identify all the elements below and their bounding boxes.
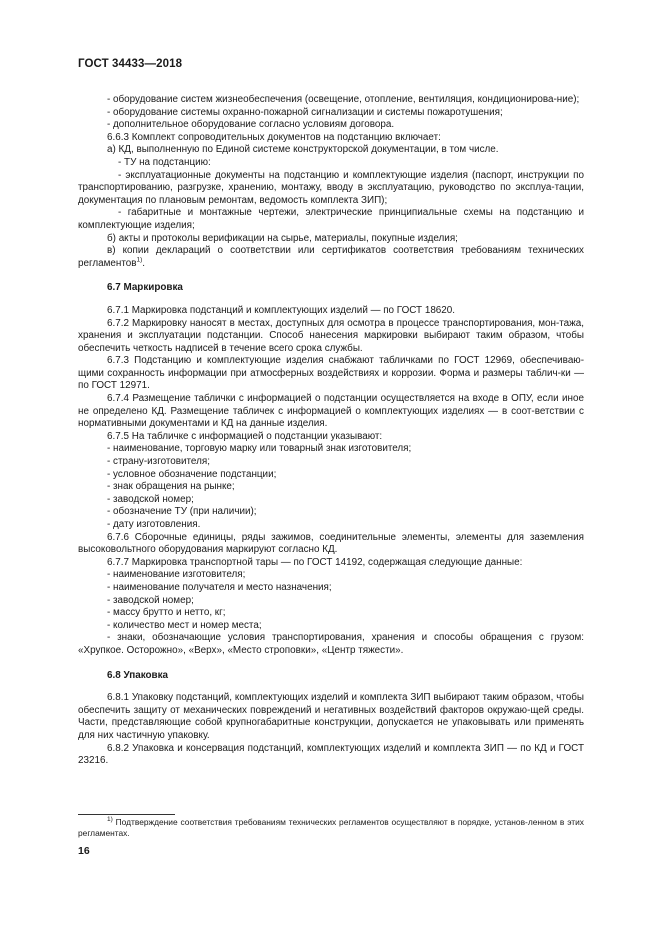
paragraph-text: 6.8.2 Упаковка и консервация подстанций, комплектующих изделий и комплекта ЗИП — по КД и ГОСТ 23216.: [78, 742, 584, 767]
body-text: [78, 94, 584, 768]
paragraph: [78, 107, 584, 120]
paragraph-text: - страну-изготовителя;: [107, 456, 210, 468]
paragraph: [78, 305, 584, 318]
paragraph: [78, 157, 584, 170]
section-heading: [78, 670, 584, 683]
paragraph-text: - оборудование систем жизнеобеспечения (освещение, отопление, вентиляция, кондиционирова-ние);: [107, 94, 580, 105]
paragraph-tail: .: [142, 257, 146, 269]
paragraph: [78, 506, 584, 519]
paragraph: [78, 607, 584, 620]
paragraph: [78, 170, 584, 208]
paragraph-text: - количество мест и номер места;: [107, 619, 262, 631]
footnote-text: [78, 817, 584, 839]
paragraph: [78, 456, 584, 469]
paragraph: [78, 233, 584, 246]
paragraph-text: б) акты и протоколы верификации на сырье, материалы, покупные изделия;: [107, 232, 458, 244]
paragraph-text: - заводской номер;: [107, 594, 194, 606]
paragraph: [78, 94, 584, 107]
paragraph: [78, 469, 584, 482]
paragraph: [78, 393, 584, 431]
paragraph: [78, 569, 584, 582]
paragraph: [78, 519, 584, 532]
paragraph: [78, 431, 584, 444]
paragraph-text: 6.8.1 Упаковку подстанций, комплектующих изделий и комплекта ЗИП выбирают таким образом, чтобы обеспечить защиту от механических повреждений и негативных воздействий факторов окружаю-щей среды. Части, представляющие собой крупногабаритные конструкции, допускается не упаковывать или применять для них частичную упаковку.: [78, 692, 584, 741]
paragraph-text: 6.7.4 Размещение таблички с информацией о подстанции осуществляется на входе в ОПУ, если иное не определено КД. Размещение табличек с информацией о комплектующих изделиях — в соот-ветствии с нормативными документами и КД на данные изделия.: [78, 393, 584, 430]
page-number: 16: [78, 845, 90, 857]
paragraph-text: - обозначение ТУ (при наличии);: [107, 506, 257, 518]
footnote-reference: 1): [136, 256, 143, 264]
paragraph: [78, 207, 584, 232]
paragraph-text: 6.7.3 Подстанцию и комплектующие изделия снабжают табличками по ГОСТ 12969, обеспечиваю-щими сохранность информации при атмосферных воздействиях и коррозии. Форма и размеры таблич-ки — по ГОСТ 12971.: [78, 355, 584, 392]
paragraph-text: 6.7.6 Сборочные единицы, ряды зажимов, соединительные элементы, элементы для заземления высоковольтного оборудования маркируют согласно КД.: [78, 531, 584, 556]
paragraph: [78, 144, 584, 157]
section-heading: [78, 282, 584, 295]
paragraph: [78, 532, 584, 557]
paragraph: [78, 743, 584, 768]
footnote: [78, 817, 584, 839]
paragraph-text: в) копии деклараций о соответствии или сертификатов соответствия требованиям технических регламентов: [78, 245, 584, 269]
paragraph-text: 6.7.5 На табличке с информацией о подстанции указывают:: [107, 430, 383, 442]
paragraph-text: - наименование изготовителя;: [107, 569, 246, 581]
footnote-divider: [78, 814, 175, 815]
footnote-body: Подтверждение соответствия требованиям технических регламентов осуществляют в порядке, установ-ленном в этих регламентах.: [78, 817, 584, 838]
paragraph-text: - габаритные и монтажные чертежи, электрические принципиальные схемы на подстанцию и комплектующие изделия;: [78, 207, 584, 231]
paragraph-text: - дату изготовления.: [107, 519, 201, 530]
document-header: ГОСТ 34433—2018: [78, 58, 183, 70]
paragraph: [78, 620, 584, 633]
paragraph: [78, 443, 584, 456]
paragraph-text: - наименование, торговую марку или товарный знак изготовителя;: [107, 443, 412, 455]
paragraph-text: - знаки, обозначающие условия транспортирования, хранения и способы обращения с грузом: «Хрупкое. Осторожно», «Верх», «Место строповки», «Центр тяжести».: [78, 632, 584, 656]
paragraph: [78, 692, 584, 742]
paragraph: [78, 557, 584, 570]
paragraph-text: 6.7.2 Маркировку наносят в местах, доступных для осмотра в процессе транспортирования, мон-тажа, хранения и эксплуатации подстанции. Способ нанесения маркировки выбирают таким образом, чтобы обеспечить четкость надписей в течение всего срока службы.: [78, 317, 584, 354]
paragraph-text: - массу брутто и нетто, кг;: [107, 607, 226, 619]
paragraph-text: - ТУ на подстанцию:: [118, 156, 211, 168]
paragraph-text: а) КД, выполненную по Единой системе конструкторской документации, в том числе.: [107, 144, 499, 156]
paragraph-text: - дополнительное оборудование согласно условиям договора.: [107, 119, 395, 131]
paragraph-text: - заводской номер;: [107, 493, 194, 505]
paragraph-text: 6.8 Упаковка: [107, 669, 169, 681]
paragraph-text: 6.6.3 Комплект сопроводительных документов на подстанцию включает:: [107, 131, 441, 143]
paragraph-text: 6.7.1 Маркировка подстанций и комплектующих изделий — по ГОСТ 18620.: [107, 304, 456, 316]
paragraph-text: 6.7.7 Маркировка транспортной тары — по ГОСТ 14192, содержащая следующие данные:: [107, 556, 523, 568]
paragraph-text: - оборудование системы охранно-пожарной сигнализации и системы пожаротушения;: [107, 106, 503, 118]
paragraph: [78, 582, 584, 595]
paragraph-text: - наименование получателя и место назначения;: [107, 581, 332, 593]
paragraph: [78, 494, 584, 507]
paragraph-text: - знак обращения на рынке;: [107, 481, 235, 493]
paragraph-text: - эксплуатационные документы на подстанцию и комплектующие изделия (паспорт, инструкции по транспортированию, разгрузке, хранению, монтажу, вводу в эксплуатацию, руководство по эксплуа-тации, документация по плановым ремонтам, ведомость комплекта ЗИП);: [78, 169, 584, 206]
paragraph: [78, 132, 584, 145]
paragraph: [78, 632, 584, 657]
paragraph-text: 6.7 Маркировка: [107, 282, 183, 294]
paragraph: [78, 595, 584, 608]
paragraph: [78, 318, 584, 356]
paragraph-text: - условное обозначение подстанции;: [107, 468, 277, 480]
paragraph: [78, 355, 584, 393]
paragraph: [78, 119, 584, 132]
paragraph: [78, 245, 584, 270]
paragraph: [78, 481, 584, 494]
footnote-mark: 1): [107, 816, 113, 824]
